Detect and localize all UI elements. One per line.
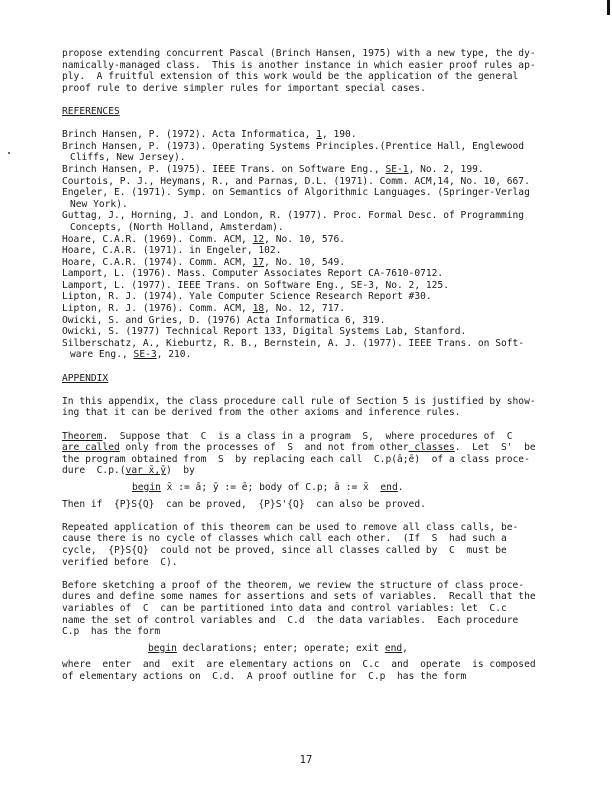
text-line: cause there is no cycle of classes which call each other. (If S had such a: [62, 533, 507, 545]
repeated-paragraph: [62, 522, 572, 568]
reference-entry: Lamport, L. (1976). Mass. Computer Associates Report CA-7610-0712.: [62, 268, 444, 280]
reference-entry: Lipton, R. J. (1974). Yale Computer Science Research Report #30.: [62, 291, 432, 303]
reference-entry: Guttag, J., Horning, J. and London, R. (1977). Proc. Formal Desc. of Programming Concepts, (North Holland, Amsterdam).: [62, 210, 525, 233]
references-list: [62, 129, 572, 361]
text-line: where enter and exit are elementary actions on C.c and operate is composed: [62, 659, 536, 671]
text-line: Theorem. Suppose that C is a class in a program S, where procedures of C: [62, 430, 513, 442]
reference-entry: Lipton, R. J. (1976). Comm. ACM, 18, No. 12, 717.: [62, 303, 346, 315]
text-line: proof rule to derive simpler rules for important special cases.: [62, 82, 426, 94]
reference-entry: Hoare, C.A.R. (1974). Comm. ACM, 17, No. 10, 549.: [62, 256, 346, 268]
reference-entry: Brinch Hansen, P. (1972). Acta Informatica, 1, 190.: [62, 129, 357, 141]
text-line: C.p has the form: [62, 626, 161, 638]
text-line: name the set of control variables and C.d the data variables. Each procedure: [62, 614, 519, 626]
text-line: Before sketching a proof of the theorem, we review the structure of class proce-: [62, 579, 525, 591]
theorem-paragraph: [62, 431, 572, 477]
text-line: dures and define some names for assertions and sets of variables. Recall that the: [62, 591, 536, 603]
text-line: dure C.p.(var x̄,ȳ) by: [62, 465, 195, 477]
references-heading: REFERENCES: [62, 105, 120, 117]
reference-entry: Owicki, S. and Gries, D. (1976) Acta Informatica 6, 319.: [62, 314, 386, 326]
text-line: ply. A fruitful extension of this work would be the application of the general: [62, 71, 519, 83]
theorem-label: Theorem: [62, 430, 103, 442]
reference-entry: Lamport, L. (1977). IEEE Trans. on Software Eng., SE-3, No. 2, 125.: [62, 279, 449, 291]
text-line: verified before C).: [62, 556, 178, 568]
scan-edge-mark: [607, 0, 610, 15]
text-line: In this appendix, the class procedure call rule of Section 5 is justified by show-: [62, 395, 536, 407]
before-paragraph: [62, 580, 572, 638]
begin-statement: begin x̄ := ā; ȳ := ē; body of C.p; ā := x̄ end.: [132, 481, 404, 493]
reference-entry: Courtois, P. J., Heymans, R., and Parnas, D.L. (1971). Comm. ACM,14, No. 10, 667.: [62, 175, 530, 187]
text-line: namically-managed class. This is another instance in which easier proof rules ap-: [62, 59, 536, 71]
reference-entry: Brinch Hansen, P. (1975). IEEE Trans. on Software Eng., SE-1, No. 2, 199.: [62, 163, 484, 175]
reference-entry: Hoare, C.A.R. (1971). in Engeler, 102.: [62, 245, 282, 257]
text-line: of elementary actions on C.d. A proof outline for C.p has the form: [62, 670, 467, 682]
reference-entry: Hoare, C.A.R. (1969). Comm. ACM, 12, No. 10, 576.: [62, 233, 346, 245]
reference-entry: Silberschatz, A., Kieburtz, R. B., Bernstein, A. J. (1977). IEEE Trans. on Soft- ware Eng., SE-3, 210.: [62, 337, 525, 361]
reference-entry: Brinch Hansen, P. (1973). Operating Systems Principles.(Prentice Hall, Englewood Cliffs, New Jersey).: [62, 140, 525, 164]
reference-entry: Engeler, E. (1971). Symp. on Semantics of Algorithmic Languages. (Springer-Verlag New York).: [62, 187, 530, 210]
then-line: Then if {P}S{Q} can be proved, {P}S'{Q} can also be proved.: [62, 498, 426, 510]
text-line: the program obtained from S by replacing each call C.p(ā;ē) of a class proce-: [62, 453, 530, 465]
text-line: are called only from the processes of S and not from other classes. Let S' be: [62, 442, 536, 454]
text-line: variables of C can be partitioned into data and control variables: let C.c: [62, 602, 507, 614]
intro-paragraph: [62, 48, 572, 94]
procedure-form-statement: begin declarations; enter; operate; exit end,: [148, 642, 408, 654]
where-paragraph: [62, 659, 572, 682]
page-body: [62, 48, 572, 682]
page-number: 17: [299, 754, 313, 766]
text-line: Repeated application of this theorem can be used to remove all class calls, be-: [62, 521, 519, 533]
reference-entry: Owicki, S. (1977) Technical Report 133, Digital Systems Lab, Stanford.: [62, 326, 467, 338]
appendix-intro: [62, 396, 572, 419]
text-line: cycle, {P}S{Q} could not be proved, since all classes called by C must be: [62, 544, 507, 556]
text-line: ing that it can be derived from the other axioms and inference rules.: [62, 407, 461, 419]
scan-speck: [8, 152, 10, 154]
text-line: propose extending concurrent Pascal (Brinch Hansen, 1975) with a new type, the dy-: [62, 48, 536, 59]
appendix-heading: APPENDIX: [62, 372, 109, 384]
